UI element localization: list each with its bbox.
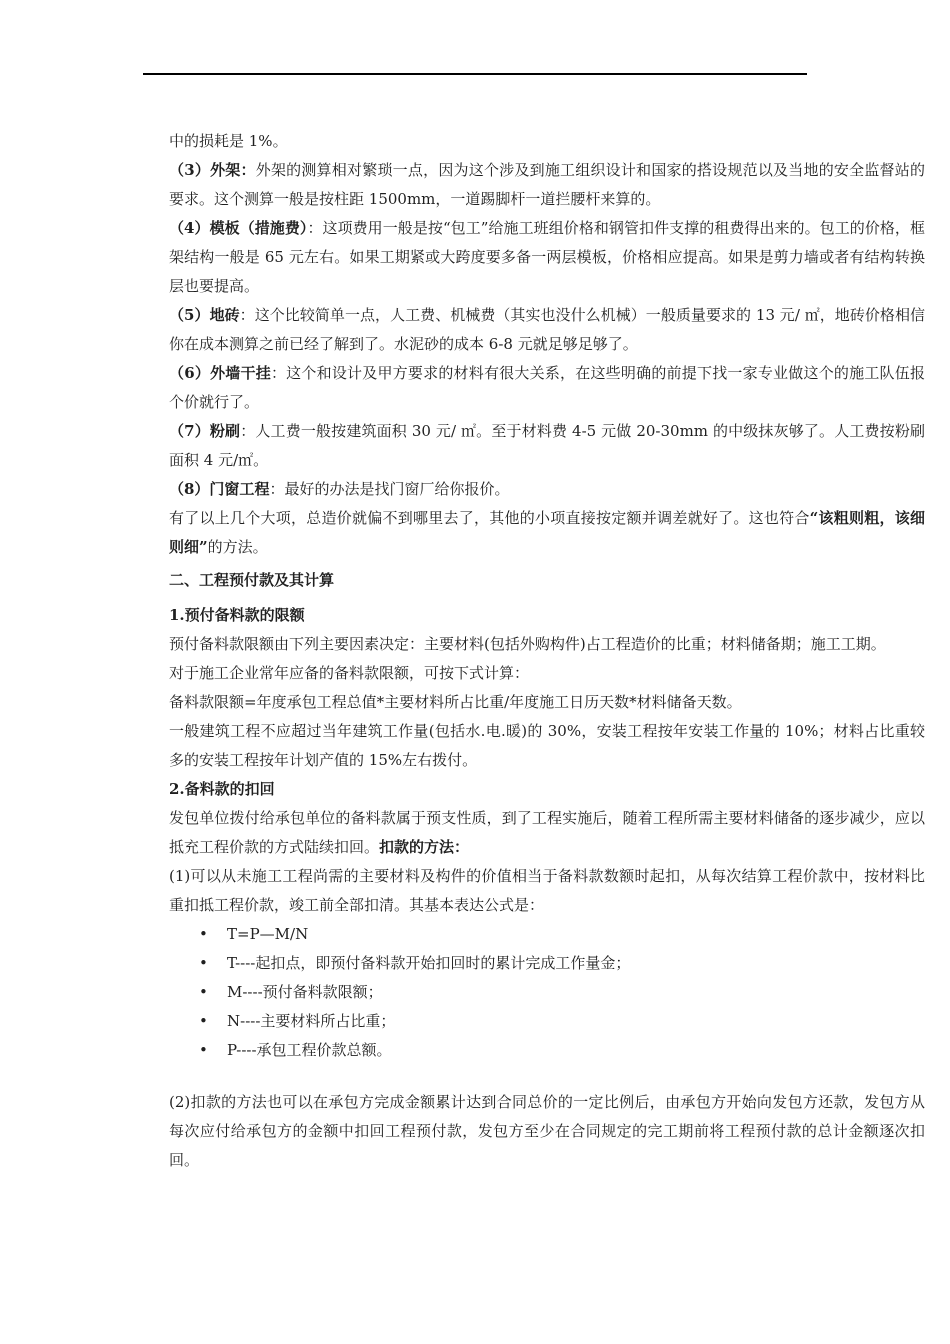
paragraph: 预付备料款限额由下列主要因素决定：主要材料(包括外购构件)占工程造价的比重；材料储备期；施工工期。 — [169, 635, 886, 653]
item-label: （6）外墙干挂 — [169, 364, 271, 382]
item-curtain-wall — [169, 359, 925, 417]
paragraph-loss: 中的损耗是 1%。 — [169, 132, 288, 150]
section-heading: 二、工程预付款及其计算 — [169, 571, 335, 589]
summary-tail: 的方法。 — [207, 538, 268, 556]
subsection-heading-limit: 1.预付备料款的限额 — [169, 606, 305, 624]
summary-paragraph — [169, 504, 925, 562]
formula-list — [169, 920, 925, 1065]
summary-text: 有了以上几个大项，总造价就偏不到哪里去了，其他的小项直接按定额并调差就好了。这也符合 — [169, 509, 810, 527]
item-text: 外架的测算相对繁琐一点，因为这个涉及到施工组织设计和国家的搭设规范以及当地的安全监督站的要求。这个测算一般是按柱距 1500mm，一道踢脚杆一道拦腰杆来算的。 — [169, 161, 925, 208]
paragraph: 对于施工企业常年应备的备料款限额，可按下式计算： — [169, 664, 530, 682]
item-text: ：这项费用一般是按“包工”给施工班组价格和钢管扣件支撑的租费得出来的。包工的价格，框架结构一般是 65 元左右。如果工期紧或大跨度要多备一两层模板，价格相应提高。如果是剪力墙或者有结构转换层也要提高。 — [169, 219, 925, 295]
item-outer-frame — [169, 156, 925, 214]
subsection-heading-deduction: 2.备料款的扣回 — [169, 780, 275, 798]
paragraph-emphasis: 扣款的方法： — [379, 838, 470, 856]
formula-paragraph: 备料款限额=年度承包工程总值*主要材料所占比重/年度施工日历天数*材料储备天数。 — [169, 693, 742, 711]
document-body — [169, 127, 925, 1175]
paragraph: 一般建筑工程不应超过当年建筑工作量(包括水.电.暖)的 30%，安装工程按年安装工作量的 10%；材料占比重较多的安装工程按年计划产值的 15%左右拨付。 — [169, 722, 925, 769]
item-formwork — [169, 214, 925, 301]
item-doors-windows — [169, 475, 925, 504]
item-text: ：最好的办法是找门窗厂给你报价。 — [269, 480, 510, 498]
list-item: • M----预付备料款限额； — [227, 978, 925, 1007]
paragraph-text: 发包单位拨付给承包单位的备料款属于预支性质，到了工程实施后，随着工程所需主要材料储备的逐步减少，应以抵充工程价款的方式陆续扣回。 — [169, 809, 925, 856]
header-rule — [143, 73, 807, 75]
item-floor-tile — [169, 301, 925, 359]
method-one: (1)可以从未施工工程尚需的主要材料及构件的价值相当于备料款数额时起扣，从每次结算工程价款中，按材料比重扣抵工程价款，竣工前全部扣清。其基本表达公式是： — [169, 867, 925, 914]
list-item: • P----承包工程价款总额。 — [227, 1036, 925, 1065]
item-label: （7）粉刷 — [169, 422, 241, 440]
item-text: ：人工费一般按建筑面积 30 元/ ㎡。至于材料费 4-5 元做 20-30mm 的中级抹灰够了。人工费按粉刷面积 4 元/㎡。 — [169, 422, 925, 469]
summary-emphasis: “该粗则粗，该细则细” — [169, 509, 925, 556]
item-label: （8）门窗工程 — [169, 480, 270, 498]
list-item: • T----起扣点，即预付备料款开始扣回时的累计完成工作量金； — [227, 949, 925, 978]
item-label: （4）模板（措施费） — [169, 219, 308, 237]
item-text: ：这个和设计及甲方要求的材料有很大关系，在这些明确的前提下找一家专业做这个的施工队伍报个价就行了。 — [169, 364, 925, 411]
list-item: • N----主要材料所占比重； — [227, 1007, 925, 1036]
spacer — [169, 1065, 925, 1088]
paragraph — [169, 804, 925, 862]
item-text: ：这个比较简单一点，人工费、机械费（其实也没什么机械）一般质量要求的 13 元/ ㎡，地砖价格相信你在成本测算之前已经了解到了。水泥砂的成本 6-8 元就足够足够了。 — [169, 306, 926, 353]
item-label: （5）地砖 — [169, 306, 240, 324]
item-label: （3）外架： — [169, 161, 256, 179]
item-plaster — [169, 417, 925, 475]
method-two: (2)扣款的方法也可以在承包方完成金额累计达到合同总价的一定比例后，由承包方开始向发包方还款，发包方从每次应付给承包方的金额中扣回工程预付款，发包方至少在合同规定的完工期前将工程预付款的总计金额逐次扣回。 — [169, 1093, 925, 1169]
list-item: • T=P—M/N — [227, 920, 925, 949]
